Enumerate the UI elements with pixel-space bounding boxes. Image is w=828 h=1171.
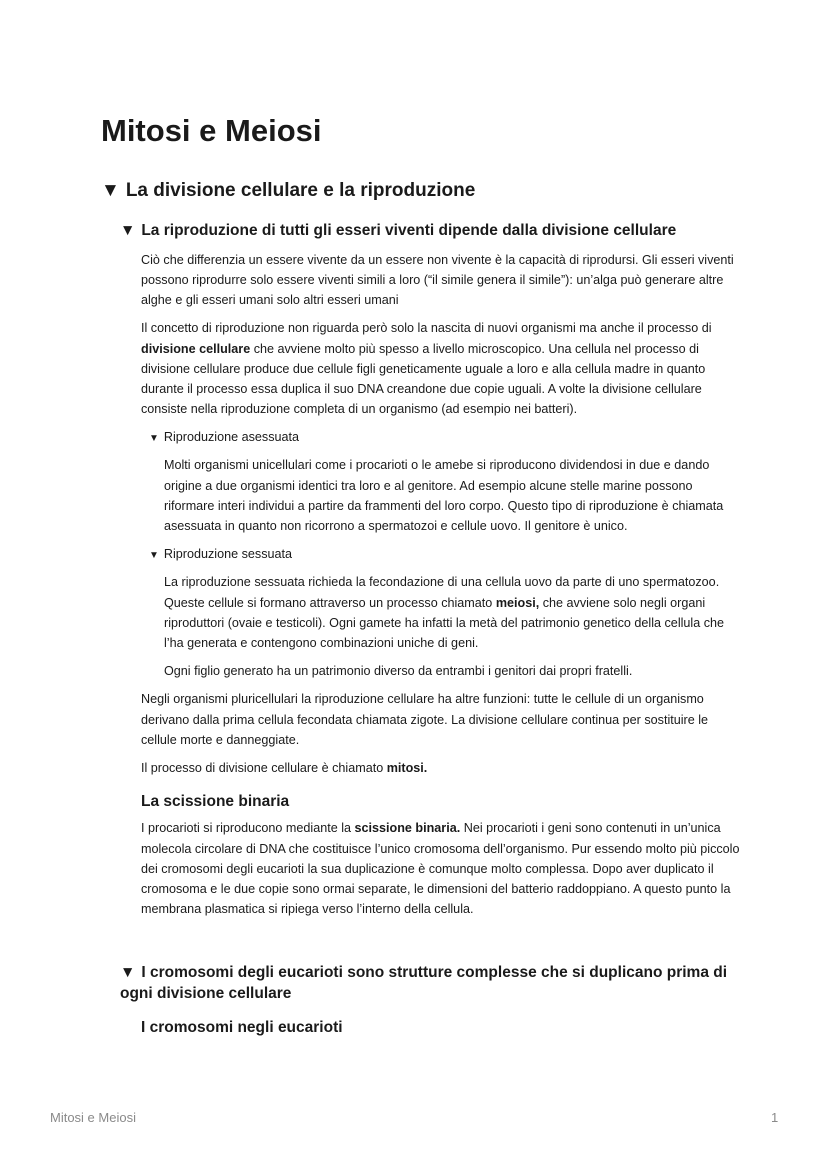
paragraph	[164, 572, 741, 653]
toggle-label: Riproduzione asessuata	[163, 430, 300, 445]
bold-text: scissione binaria.	[354, 821, 461, 836]
toggle-triangle-icon[interactable]: ▼	[120, 964, 136, 982]
paragraph: Ogni figlio generato ha un patrimonio diverso da entrambi i genitori dai propri fratelli.	[164, 664, 633, 679]
paragraph	[141, 318, 741, 419]
text-run: La riproduzione sessuata richieda la fecondazione di una cellula uovo da parte di uno spermatozoo. Queste cellule si formano attraverso un processo chiamato	[164, 575, 720, 610]
document-content	[101, 112, 741, 1037]
toggle-label: Riproduzione sessuata	[163, 547, 293, 562]
toggle-heading-divisione-riproduzione[interactable]	[101, 179, 741, 203]
footer-page-number: 1	[771, 1110, 779, 1125]
heading-cromosomi-negli-eucarioti: I cromosomi negli eucarioti	[141, 1019, 343, 1037]
text-run: che avviene solo negli organi riproduttori (ovaie e testicoli). Ogni gamete ha infatti la metà del patrimonio genetico della cellula che l’ha generata e contengono combinazioni uniche di geni.	[164, 595, 725, 650]
bold-text: mitosi.	[386, 760, 428, 775]
paragraph	[141, 758, 741, 778]
footer-title: Mitosi e Meiosi	[50, 1110, 136, 1125]
bold-text: meiosi,	[495, 595, 540, 610]
paragraph: Molti organismi unicellulari come i procarioti o le amebe si riproducono dividendosi in due e dando origine a due organismi identici tra loro e al genitore. Ad esempio alcune stelle marine possono riformare interi individui a partire da frammenti del loro corpo. Questo tipo di riproduzione è chiamata asessuata in quanto non ricorrono a spermatozoi e cellule uovo. Il genitore è unico.	[164, 458, 724, 534]
text-run: Nei procarioti i geni sono contenuti in un’unica molecola circolare di DNA che costituisce l’unico cromosoma dell’organismo. Pur essendo molto più piccolo dei cromosomi degli eucarioti la sua duplicazione è comunque molto complessa. Dopo aver duplicato il cromosoma e le due copie sono ormai separate, le dimensioni del batterio raddoppiano. A questo punto la membrana plasmatica si ripiega verso l’interno della cellula.	[141, 821, 740, 917]
toggle-body-asessuata	[164, 455, 741, 536]
paragraph	[141, 818, 741, 919]
heading-text: La divisione cellulare e la riproduzione	[125, 180, 476, 202]
text-run: I procarioti si riproducono mediante la	[141, 821, 355, 836]
heading-text: La riproduzione di tutti gli esseri viventi dipende dalla divisione cellulare	[141, 221, 677, 239]
toggle-triangle-icon[interactable]: ▼	[101, 180, 120, 202]
text-run: che avviene molto più spesso a livello microscopico. Una cellula nel processo di divisione cellulare produce due cellule figli geneticamente uguale a loro e alla cellula madre in quanto durante il processo essa duplica il suo DNA creandone due copie uguali. A volte la divisione cellulare consiste nella riproduzione completa di un organismo (ad esempio nei batteri).	[141, 341, 706, 417]
toggle-heading-riproduzione-esseri-viventi[interactable]	[120, 221, 741, 242]
paragraph: Ciò che differenzia un essere vivente da un essere non vivente è la capacità di riprodursi. Gli esseri viventi possono riprodurre solo essere viventi simili a loro (“il simile genera il simile”): un’alga può generare altre alghe e gli esseri umani solo altri esseri umani	[141, 252, 734, 308]
toggle-body-sessuata	[164, 572, 741, 681]
text-run: Il concetto di riproduzione non riguarda però solo la nascita di nuovi organismi ma anche il processo di	[141, 321, 712, 336]
toggle-riproduzione-sessuata[interactable]	[149, 544, 741, 566]
toggle-heading-cromosomi-eucarioti[interactable]	[120, 963, 741, 1005]
heading-scissione-binaria: La scissione binaria	[141, 793, 290, 811]
toggle-triangle-icon[interactable]: ▼	[149, 550, 159, 562]
toggle-triangle-icon[interactable]: ▼	[120, 221, 136, 239]
paragraph: Negli organismi pluricellulari la riproduzione cellulare ha altre funzioni: tutte le cellule di un organismo derivano dalla prima cellula fecondata chiamata zigote. La divisione cellulare continua per sostituire le cellule morte e danneggiate.	[141, 692, 709, 747]
text-run: Il processo di divisione cellulare è chiamato	[141, 760, 387, 775]
bold-text: divisione cellulare	[141, 341, 251, 356]
section-body	[141, 250, 741, 919]
heading-text: I cromosomi degli eucarioti sono strutture complesse che si duplicano prima di ogni divisione cellulare	[120, 964, 728, 1003]
toggle-riproduzione-asessuata[interactable]	[149, 427, 741, 449]
page-title: Mitosi e Meiosi	[101, 113, 322, 148]
toggle-triangle-icon[interactable]: ▼	[149, 433, 159, 445]
